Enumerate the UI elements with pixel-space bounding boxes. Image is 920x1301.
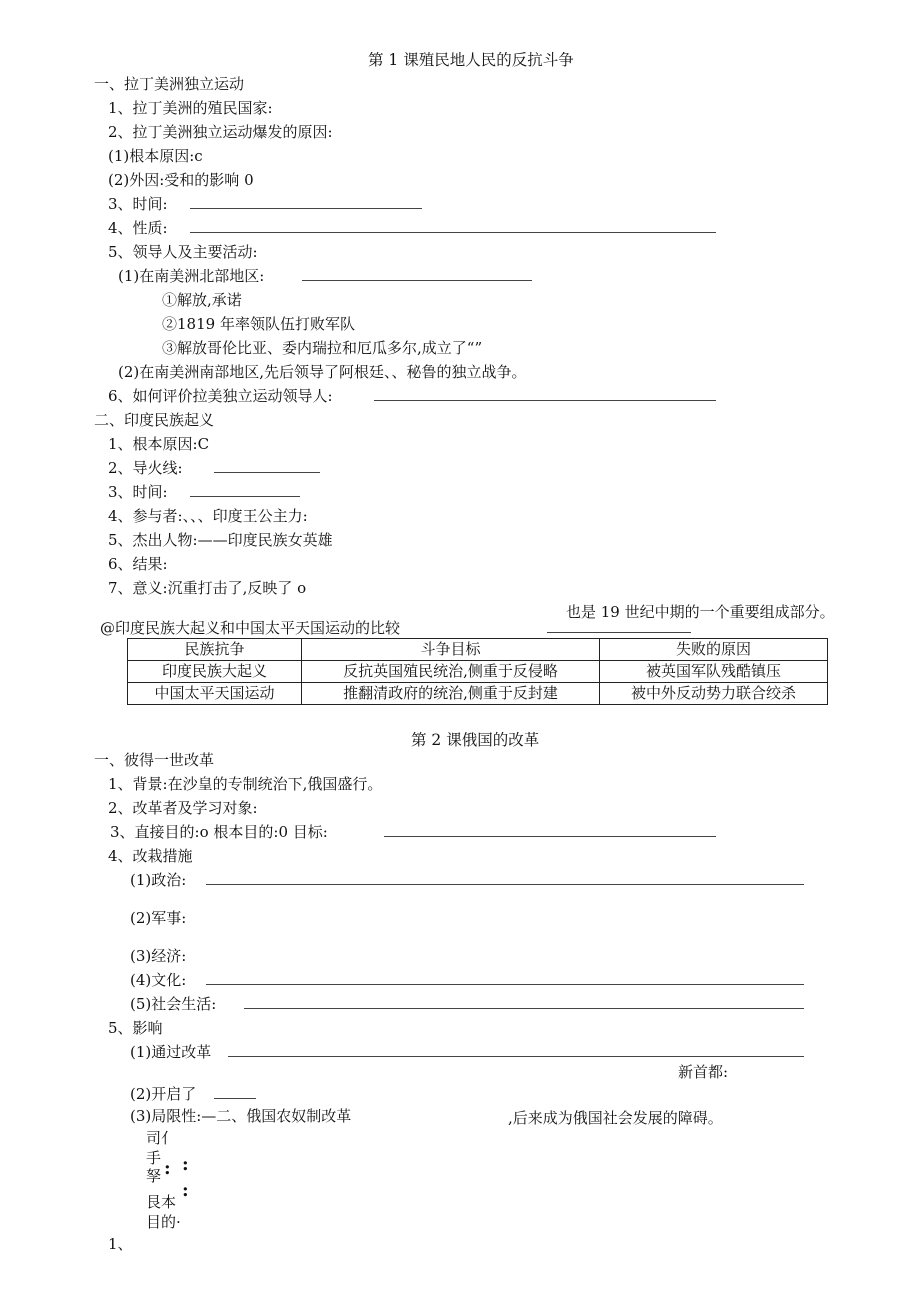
blank-line — [384, 836, 716, 837]
india-hero: 5、杰出人物:——印度民族女英雄 — [108, 531, 333, 549]
table-header-row — [128, 639, 828, 661]
india-result: 6、结果: — [108, 555, 168, 573]
item-evaluate-leaders: 6、如何评价拉美独立运动领导人: — [108, 387, 333, 405]
header-goal: 斗争目标 — [302, 639, 600, 661]
peter-background: 1、背景:在沙皇的专制统治下,俄国盛行。 — [108, 775, 383, 793]
fragment-text: 孥 — [146, 1167, 162, 1185]
last-item: 1、 — [108, 1235, 133, 1253]
table-cell: 反抗英国殖民统治,侧重于反侵略 — [302, 661, 600, 683]
fragment-text: 手 — [146, 1149, 162, 1167]
bullet-dot-icon: : — [164, 1158, 171, 1179]
measure-military: (2)军事: — [130, 909, 187, 927]
section-peter-reform: 一、彼得一世改革 — [94, 751, 215, 769]
blank-line — [228, 1056, 804, 1057]
peter-impact: 5、影响 — [108, 1019, 163, 1037]
india-root-cause: 1、根本原因:C — [108, 435, 210, 453]
blank-line — [214, 472, 320, 473]
bullet-dot-icon: : — [182, 1180, 189, 1201]
blank-line — [190, 232, 716, 233]
item-colonial-countries: 1、拉丁美洲的殖民国家: — [108, 99, 273, 117]
blank-line — [244, 1008, 804, 1009]
comparison-title: @印度民族大起义和中国太平天国运动的比较 — [100, 619, 401, 637]
india-time: 3、时间: — [108, 483, 168, 501]
india-participants: 4、参与者:、、、印度王公主力: — [108, 507, 308, 525]
item-north-region: (1)在南美洲北部地区: — [118, 267, 265, 285]
item-south-region: (2)在南美洲南部地区,先后领导了阿根廷、、秘鲁的独立战争。 — [118, 363, 527, 381]
table-cell: 被中外反动势力联合绞杀 — [600, 683, 828, 705]
fragment-text: 目的· — [146, 1213, 181, 1231]
fragment-text: 司亻 — [146, 1129, 177, 1147]
table-cell: 中国太平天国运动 — [128, 683, 302, 705]
measure-culture: (4)文化: — [130, 971, 187, 989]
fragment-text: 艮本 — [146, 1193, 177, 1211]
comparison-table — [127, 638, 828, 705]
impact-new-capital: 新首都: — [678, 1063, 729, 1081]
lesson1-title: 第 1 课殖民地人民的反抗斗争 — [368, 51, 574, 69]
measure-politics: (1)政治: — [130, 871, 187, 889]
item-1819: ②1819 年率领队伍打败军队 — [162, 315, 355, 333]
blank-line — [302, 280, 532, 281]
lesson2-title: 第 2 课俄国的改革 — [411, 731, 540, 749]
india-significance: 7、意义:沉重打击了,反映了 o — [108, 579, 307, 597]
table-row — [128, 661, 828, 683]
impact-through-reform: (1)通过改革 — [130, 1043, 212, 1061]
item-time: 3、时间: — [108, 195, 168, 213]
limitation-end: ,后来成为俄国社会发展的障碍。 — [508, 1109, 723, 1127]
blank-line — [190, 208, 422, 209]
item-external-cause: (2)外因:受和的影响 0 — [108, 171, 254, 189]
table-cell: 推翻清政府的统治,侧重于反封建 — [302, 683, 600, 705]
india-significance-end: 也是 19 世纪中期的一个重要组成部分。 — [566, 603, 835, 621]
impact-limitation: (3)局限性:—二、俄国农奴制改革 — [130, 1107, 352, 1125]
section-latin-america: 一、拉丁美洲独立运动 — [94, 75, 245, 93]
measure-social-life: (5)社会生活: — [130, 995, 217, 1013]
peter-reformer: 2、改革者及学习对象: — [108, 799, 258, 817]
peter-measures: 4、改栽措施 — [108, 847, 193, 865]
item-leaders: 5、领导人及主要活动: — [108, 243, 258, 261]
blank-line — [214, 1098, 256, 1099]
table-cell: 印度民族大起义 — [128, 661, 302, 683]
item-nature: 4、性质: — [108, 219, 168, 237]
section-india-uprising: 二、印度民族起义 — [94, 411, 215, 429]
blank-line — [206, 984, 804, 985]
table-row — [128, 683, 828, 705]
header-failure-reason: 失败的原因 — [600, 639, 828, 661]
bullet-dot-icon: : — [182, 1154, 189, 1175]
item-root-cause: (1)根本原因:c — [108, 147, 203, 165]
blank-line — [206, 884, 804, 885]
item-causes: 2、拉丁美洲独立运动爆发的原因: — [108, 123, 333, 141]
blank-line — [190, 496, 300, 497]
item-gran-colombia: ③解放哥伦比亚、委内瑞拉和厄瓜多尔,成立了“” — [162, 339, 483, 357]
header-struggle: 民族抗争 — [128, 639, 302, 661]
peter-purpose: 3、直接目的:o 根本目的:0 目标: — [110, 823, 328, 841]
blank-line — [547, 632, 691, 633]
impact-opened: (2)开启了 — [130, 1085, 197, 1103]
blank-line — [374, 400, 716, 401]
table-cell: 被英国军队残酷镇压 — [600, 661, 828, 683]
item-liberation-promise: ①解放,承诺 — [162, 291, 242, 309]
measure-economy: (3)经济: — [130, 947, 187, 965]
india-trigger: 2、导火线: — [108, 459, 183, 477]
